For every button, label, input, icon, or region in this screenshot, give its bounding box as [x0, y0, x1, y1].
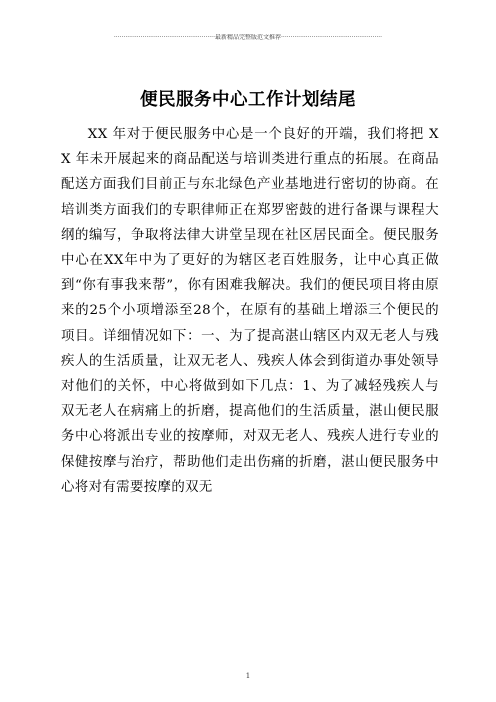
document-title: 便民服务中心工作计划结尾 [140, 90, 356, 110]
header-right-dots: ····················································· [281, 34, 383, 41]
page-number: 1 [245, 672, 251, 680]
page-header [102, 34, 394, 42]
header-left-dots: ····················································· [113, 34, 215, 41]
header-label: 最新精品完整版范文推荐 [214, 34, 281, 41]
document-body: XX 年对于便民服务中心是一个良好的开端，我们将把 XX 年未开展起来的商品配送与培训类进行重点的拓展。在商品配送方面我们目前正与东北绿色产业基地进行密切的协商。在培训类方面我们的专职律师正在郑罗密鼓的进行备课与课程大纲的编写，争取将法律大讲堂呈现在社区居民面全。便民服务中心在XX年中为了更好的为辖区老百姓服务，让中心真正做到“你有事我来帮”，你有困难我解决。我们的便民项目将由原来的25个小项增添至28个，在原有的基础上增添三个便民的项目。详细情况如下：一、为了提高湛山辖区内双无老人与残疾人的生活质量，让双无老人、残疾人体会到街道办事处领导对他们的关怀，中心将做到如下几点：1、为了减轻残疾人与双无老人在病痛上的折磨，提高他们的生活质量，湛山便民服务中心将派出专业的按摩师，对双无老人、残疾人进行专业的保健按摩与治疗，帮助他们走出伤痛的折磨，湛山便民服务中心将对有需要按摩的双无 [61, 127, 439, 495]
